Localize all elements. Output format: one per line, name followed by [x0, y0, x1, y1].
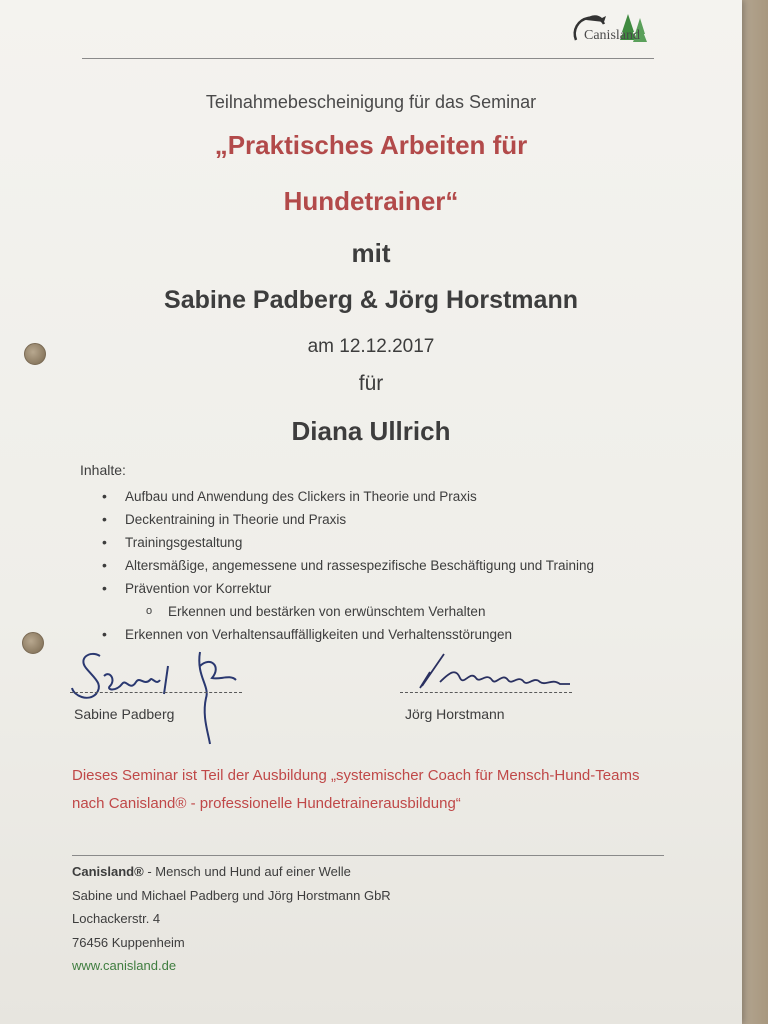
footer-website: www.canisland.de [72, 958, 177, 973]
seminar-title-line1: „Praktisches Arbeiten für [214, 130, 528, 160]
trainer-names: Sabine Padberg & Jörg Horstmann [164, 286, 578, 314]
signature-line-left [70, 692, 242, 693]
list-item: • Erkennen von Verhaltensauffälligkeiten und Verhaltensstörungen [98, 623, 594, 646]
signature-name-right: Jörg Horstmann [405, 706, 505, 722]
list-item: • Aufbau und Anwendung des Clickers in Theorie und Praxis [98, 485, 594, 508]
footer-rule [72, 855, 664, 856]
with-label: mit [351, 238, 391, 268]
signature-name-left: Sabine Padberg [74, 706, 175, 722]
signature-line-right [400, 692, 572, 693]
footer-address [72, 860, 391, 978]
footer-tagline: - Mensch und Hund auf einer Welle [143, 864, 351, 879]
signature-joerg-horstmann [400, 642, 576, 698]
list-item: • Prävention vor Korrektur [98, 577, 594, 600]
footer-company: Sabine und Michael Padberg und Jörg Horstmann GbR [72, 887, 391, 903]
list-item: • Trainingsgestaltung [98, 531, 594, 554]
footer-brand-line [72, 860, 391, 884]
seminar-title-line2: Hundetrainer“ [283, 186, 459, 216]
list-item: • Deckentraining in Theorie und Praxis [98, 508, 594, 531]
sub-list-item: o Erkennen und bestärken von erwünschtem Verhalten [98, 600, 594, 623]
program-note: Dieses Seminar ist Teil der Ausbildung „systemischer Coach für Mensch-Hund-Teams nach Canisland® - professionelle Hundetrainerausbildung“ [72, 767, 640, 812]
for-label: für [358, 372, 384, 395]
participant-name: Diana Ullrich [291, 416, 451, 446]
logo-wordmark: Canisland [584, 28, 640, 43]
contents-heading: Inhalte: [80, 462, 126, 478]
footer-brand: Canisland® [72, 864, 144, 879]
header-rule [82, 58, 654, 59]
contents-list [98, 485, 594, 646]
footer-street: Lochackerstr. 4 [72, 911, 161, 926]
footer-city: 76456 Kuppenheim [72, 934, 185, 950]
seminar-date: am 12.12.2017 [307, 336, 435, 357]
list-item: • Altersmäßige, angemessene und rassespezifische Beschäftigung und Training [98, 554, 594, 577]
punch-hole-bottom [22, 632, 44, 654]
certificate-intro: Teilnahmebescheinigung für das Seminar [205, 92, 537, 112]
